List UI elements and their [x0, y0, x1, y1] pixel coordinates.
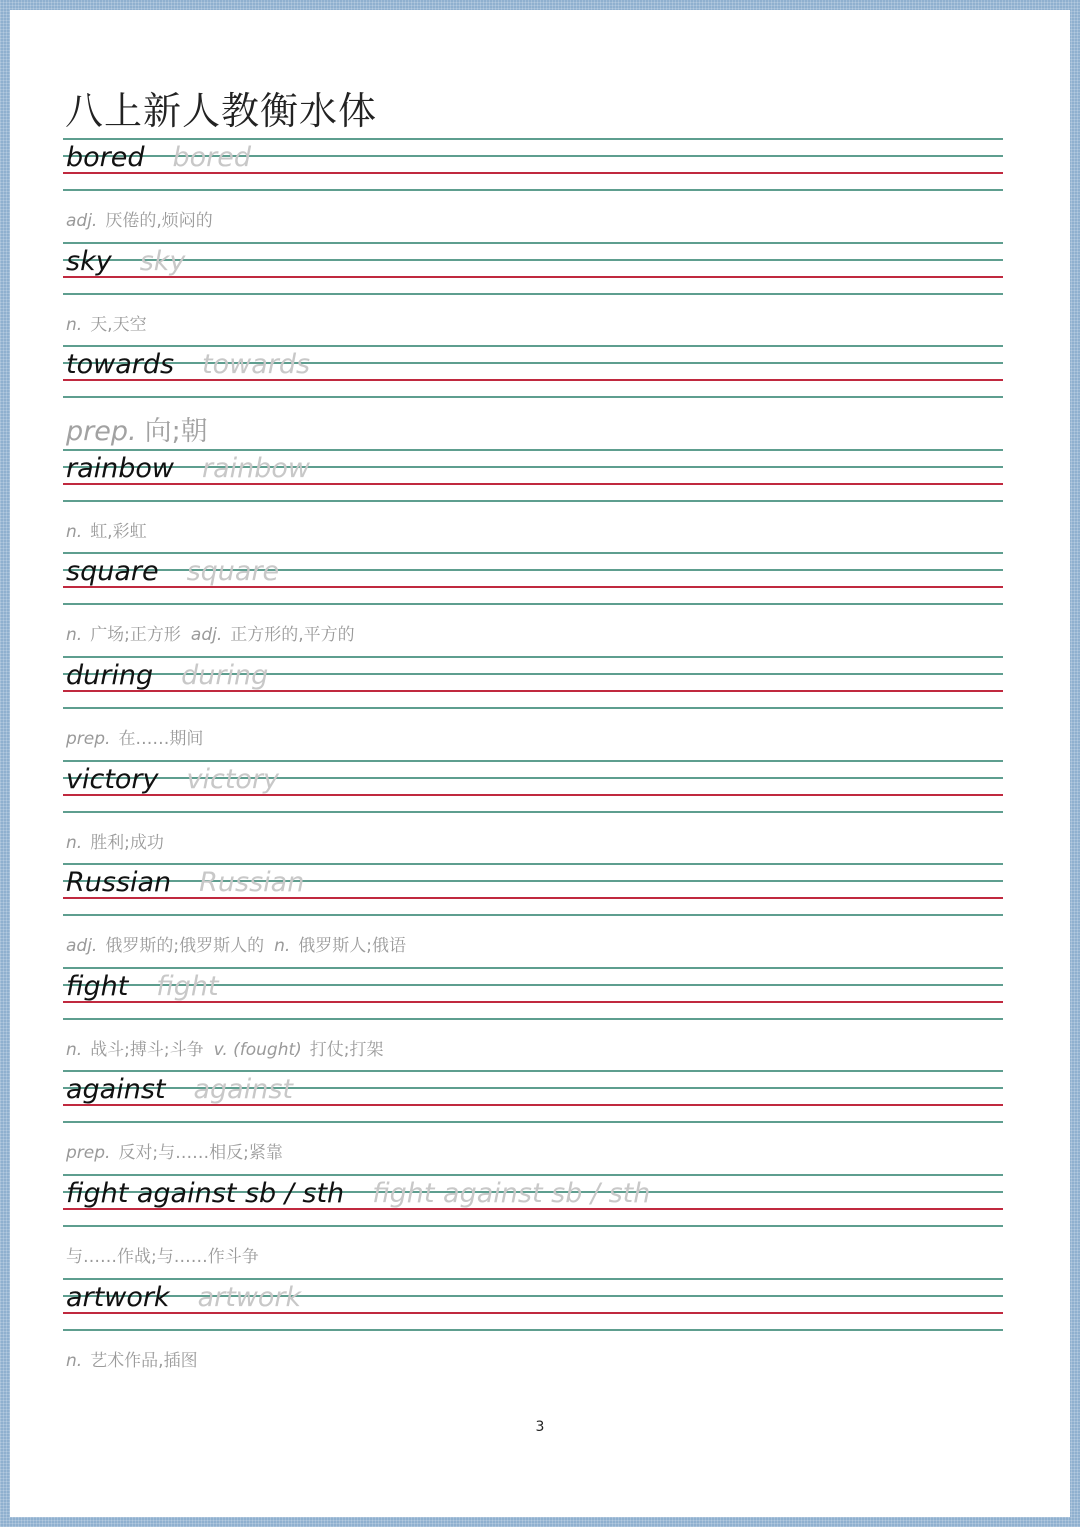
trace-word: against — [193, 1074, 293, 1106]
vocab-entry — [63, 449, 1003, 553]
guide-rule — [63, 1070, 1003, 1072]
vocab-entry — [63, 138, 1003, 242]
definition-text-2: 打仗;打架 — [309, 1039, 384, 1060]
definition-text: 战斗;搏斗;斗争 — [90, 1039, 204, 1060]
trace-word: artwork — [197, 1281, 302, 1313]
guide-rule — [63, 1225, 1003, 1227]
vocab-entry — [63, 1278, 1003, 1382]
guide-rule — [63, 1121, 1003, 1123]
definition-text: 反对;与……相反;紧靠 — [118, 1143, 283, 1164]
guide-rule — [63, 396, 1003, 398]
vocab-entry — [63, 552, 1003, 656]
guide-rule — [63, 863, 1003, 865]
definition-text: 与……作战;与……作斗争 — [66, 1247, 259, 1267]
guide-rule — [63, 603, 1003, 605]
guide-rule — [63, 1174, 1003, 1176]
vocab-word: fight against sb / sth — [66, 1178, 345, 1209]
word-meaning — [66, 409, 208, 448]
vocab-entry — [63, 345, 1003, 449]
part-of-speech: prep. — [66, 729, 111, 749]
worksheet-page — [10, 10, 1070, 1517]
trace-word: sky — [139, 245, 186, 277]
part-of-speech: adj. — [66, 211, 98, 231]
guide-rule — [63, 1278, 1003, 1280]
word-meaning — [66, 620, 355, 645]
definition-text-2: 正方形的,平方的 — [230, 625, 355, 646]
part-of-speech-2: n. — [274, 936, 291, 957]
vocab-word: Russian — [66, 867, 172, 899]
vocab-entry — [63, 967, 1003, 1071]
guide-rule — [63, 760, 1003, 762]
vocab-word: fight — [66, 970, 129, 1002]
guide-rule — [63, 242, 1003, 244]
trace-word: during — [181, 660, 269, 691]
trace-word: bored — [172, 142, 252, 173]
word-meaning — [66, 1346, 198, 1371]
trace-word: victory — [186, 763, 280, 795]
definition-text: 艺术作品,插图 — [90, 1350, 198, 1371]
vocab-entry — [63, 656, 1003, 760]
part-of-speech-2: v. (fought) — [213, 1039, 302, 1060]
guide-rule — [63, 449, 1003, 451]
vocab-word: victory — [66, 763, 159, 795]
guide-rule — [63, 138, 1003, 140]
part-of-speech: n. — [66, 1350, 83, 1371]
word-line — [66, 349, 310, 380]
trace-word: square — [186, 556, 280, 588]
guide-rule — [63, 189, 1003, 191]
guide-rule — [63, 1018, 1003, 1020]
vocab-word: against — [66, 1074, 166, 1106]
page-title: 八上新人教衡水体 — [65, 89, 378, 133]
guide-rule — [63, 293, 1003, 295]
guide-rule — [63, 552, 1003, 554]
vocab-word: artwork — [66, 1281, 170, 1313]
trace-word: fight — [156, 970, 219, 1002]
trace-word: rainbow — [202, 452, 310, 484]
word-meaning — [66, 724, 203, 749]
part-of-speech: n. — [66, 521, 83, 542]
word-meaning — [66, 931, 406, 956]
word-meaning — [66, 310, 147, 335]
word-meaning — [66, 828, 164, 853]
definition-text-2: 俄罗斯人;俄语 — [298, 936, 406, 957]
word-meaning — [66, 517, 147, 542]
guide-rule — [63, 707, 1003, 709]
vocab-word: sky — [66, 245, 112, 277]
definition-text: 广场;正方形 — [90, 625, 181, 646]
definition-text: 虹,彩虹 — [90, 521, 147, 542]
guide-rule — [63, 345, 1003, 347]
part-of-speech: adj. — [66, 936, 98, 957]
part-of-speech: prep. — [66, 1143, 111, 1164]
definition-text: 俄罗斯的;俄罗斯人的 — [105, 936, 265, 957]
trace-word: fight against sb / sth — [372, 1178, 651, 1209]
vocab-word: during — [66, 660, 154, 691]
guide-rule — [63, 500, 1003, 502]
definition-text: 厌倦的,烦闷的 — [105, 211, 213, 231]
vocab-word: towards — [66, 349, 175, 381]
vocab-entry — [63, 242, 1003, 346]
vocab-entry — [63, 1174, 1003, 1278]
word-line — [66, 1178, 650, 1209]
part-of-speech: n. — [66, 1039, 83, 1060]
trace-word: Russian — [199, 867, 305, 899]
guide-rule — [63, 656, 1003, 658]
part-of-speech-2: adj. — [190, 625, 223, 646]
guide-rule — [63, 967, 1003, 969]
definition-text: 胜利;成功 — [90, 832, 164, 853]
definition-text: 向;朝 — [144, 416, 208, 448]
word-line — [66, 971, 219, 1002]
word-line — [66, 660, 268, 691]
baseline-rule — [63, 276, 1003, 278]
vocab-word: bored — [66, 142, 145, 173]
vocab-entry — [63, 760, 1003, 864]
word-line — [66, 142, 251, 173]
word-line — [66, 556, 279, 587]
word-meaning — [66, 1138, 283, 1163]
vocab-word: square — [66, 556, 159, 588]
vocab-word: rainbow — [66, 452, 174, 484]
part-of-speech: prep. — [66, 416, 137, 448]
definition-text: 在……期间 — [118, 729, 204, 749]
guide-rule — [63, 259, 1003, 261]
page-number: 3 — [535, 1419, 545, 1435]
guide-rule — [63, 1329, 1003, 1331]
guide-rule — [63, 914, 1003, 916]
guide-rule — [63, 811, 1003, 813]
word-line — [66, 246, 185, 277]
part-of-speech: n. — [66, 625, 83, 646]
word-line — [66, 453, 310, 484]
word-meaning — [66, 1035, 384, 1060]
vocab-entry — [63, 863, 1003, 967]
word-line — [66, 867, 304, 898]
part-of-speech: n. — [66, 314, 83, 335]
word-line — [66, 1282, 301, 1313]
word-meaning — [66, 206, 213, 231]
part-of-speech: n. — [66, 832, 83, 853]
word-line — [66, 1074, 293, 1105]
word-line — [66, 764, 279, 795]
trace-word: towards — [202, 349, 311, 381]
definition-text: 天,天空 — [90, 314, 147, 335]
word-meaning — [66, 1242, 259, 1267]
vocab-entry — [63, 1070, 1003, 1174]
